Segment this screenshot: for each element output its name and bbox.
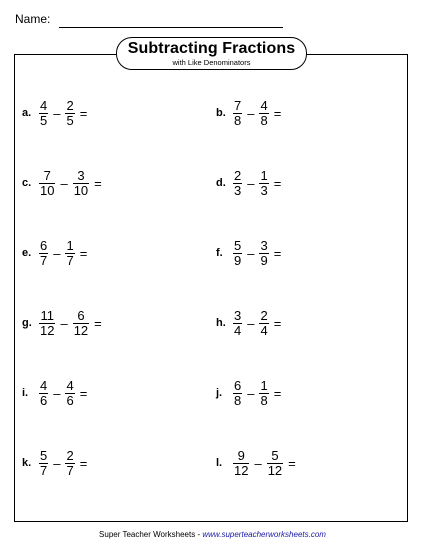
fraction-first <box>39 309 55 338</box>
numerator: 1 <box>66 237 74 253</box>
fraction-second <box>259 239 268 268</box>
equals-sign: = <box>273 105 282 121</box>
problem-l <box>216 446 299 480</box>
equals-sign: = <box>79 105 88 121</box>
problem-label: f. <box>216 247 223 259</box>
equals-sign: = <box>273 385 282 401</box>
worksheet-title: Subtracting Fractions <box>127 40 296 57</box>
minus-sign: – <box>247 245 255 261</box>
fraction-second <box>73 169 89 198</box>
denominator: 8 <box>260 392 268 408</box>
fraction-second <box>259 99 268 128</box>
fraction-first <box>39 99 48 128</box>
numerator: 2 <box>66 97 74 113</box>
title-box <box>116 37 307 70</box>
denominator: 12 <box>40 322 55 338</box>
problem-e <box>22 236 90 270</box>
minus-sign: – <box>53 245 61 261</box>
equals-sign: = <box>79 385 88 401</box>
fraction-second <box>259 309 268 338</box>
name-line <box>59 27 283 28</box>
fraction-second <box>65 449 74 478</box>
equals-sign: = <box>273 245 282 261</box>
numerator: 4 <box>40 377 48 393</box>
numerator: 11 <box>40 307 54 323</box>
numerator: 4 <box>66 377 74 393</box>
problem-d <box>216 166 284 200</box>
fraction-first <box>233 239 242 268</box>
name-row <box>15 12 285 30</box>
numerator: 5 <box>234 237 242 253</box>
fraction-second <box>267 449 283 478</box>
denominator: 4 <box>234 322 242 338</box>
equals-sign: = <box>79 245 88 261</box>
problem-a <box>22 96 90 130</box>
equals-sign: = <box>94 315 102 331</box>
equals-sign: = <box>79 455 88 471</box>
denominator: 8 <box>234 112 242 128</box>
minus-sign: – <box>247 315 255 331</box>
fraction-first <box>39 449 48 478</box>
numerator: 6 <box>234 377 242 393</box>
denominator: 10 <box>73 182 89 198</box>
minus-sign: – <box>60 175 68 191</box>
numerator: 1 <box>260 167 268 183</box>
numerator: 6 <box>40 237 48 253</box>
problem-label: b. <box>216 107 226 119</box>
problem-label: h. <box>216 317 226 329</box>
fraction-first <box>39 169 55 198</box>
numerator: 7 <box>43 167 51 183</box>
problem-g <box>22 306 105 340</box>
fraction-first <box>233 309 242 338</box>
minus-sign: – <box>247 175 255 191</box>
denominator: 12 <box>73 322 89 338</box>
footer-url[interactable]: www.superteacherworksheets.com <box>202 530 326 539</box>
numerator: 3 <box>260 237 268 253</box>
fraction-second <box>259 169 268 198</box>
denominator: 12 <box>234 462 249 478</box>
minus-sign: – <box>254 455 262 471</box>
numerator: 9 <box>237 447 245 463</box>
denominator: 6 <box>40 392 48 408</box>
numerator: 4 <box>260 97 268 113</box>
equals-sign: = <box>94 175 102 191</box>
denominator: 6 <box>66 392 74 408</box>
problem-i <box>22 376 90 410</box>
problem-label: j. <box>216 387 223 399</box>
fraction-second <box>259 379 268 408</box>
denominator: 5 <box>66 112 74 128</box>
numerator: 7 <box>234 97 242 113</box>
denominator: 4 <box>260 322 268 338</box>
equals-sign: = <box>273 315 282 331</box>
denominator: 7 <box>66 462 74 478</box>
fraction-second <box>65 99 74 128</box>
problem-c <box>22 166 105 200</box>
minus-sign: – <box>53 455 61 471</box>
footer <box>0 530 425 539</box>
numerator: 1 <box>260 377 268 393</box>
minus-sign: – <box>247 105 255 121</box>
equals-sign: = <box>273 175 282 191</box>
denominator: 12 <box>267 462 283 478</box>
fraction-first <box>39 379 48 408</box>
numerator: 4 <box>40 97 48 113</box>
problem-b <box>216 96 284 130</box>
fraction-second <box>65 379 74 408</box>
numerator: 2 <box>66 447 74 463</box>
problem-label: e. <box>22 247 32 259</box>
numerator: 3 <box>77 167 85 183</box>
denominator: 3 <box>260 182 268 198</box>
numerator: 5 <box>271 447 279 463</box>
numerator: 6 <box>77 307 85 323</box>
minus-sign: – <box>247 385 255 401</box>
footer-brand: Super Teacher Worksheets <box>99 530 196 539</box>
denominator: 3 <box>234 182 242 198</box>
fraction-first <box>233 169 242 198</box>
denominator: 7 <box>40 252 48 268</box>
denominator: 10 <box>40 182 55 198</box>
numerator: 3 <box>234 307 242 323</box>
denominator: 7 <box>66 252 74 268</box>
footer-separator: - <box>195 530 203 539</box>
numerator: 5 <box>40 447 48 463</box>
name-label: Name: <box>15 12 51 26</box>
problem-label: i. <box>22 387 29 399</box>
minus-sign: – <box>53 385 61 401</box>
denominator: 8 <box>260 112 268 128</box>
denominator: 7 <box>40 462 48 478</box>
problem-label: g. <box>22 317 32 329</box>
fraction-second <box>73 309 89 338</box>
denominator: 5 <box>40 112 48 128</box>
numerator: 2 <box>234 167 242 183</box>
minus-sign: – <box>60 315 68 331</box>
problem-label: l. <box>216 457 223 469</box>
denominator: 9 <box>234 252 242 268</box>
minus-sign: – <box>53 105 61 121</box>
numerator: 2 <box>260 307 268 323</box>
fraction-second <box>65 239 74 268</box>
denominator: 9 <box>260 252 268 268</box>
fraction-first <box>233 99 242 128</box>
worksheet-subtitle: with Like Denominators <box>172 58 251 67</box>
problem-f <box>216 236 284 270</box>
equals-sign: = <box>288 455 296 471</box>
problem-label: c. <box>22 177 32 189</box>
problem-j <box>216 376 284 410</box>
problem-label: a. <box>22 107 32 119</box>
fraction-first <box>233 379 242 408</box>
problem-k <box>22 446 90 480</box>
fraction-first <box>233 449 249 478</box>
problem-label: k. <box>22 457 32 469</box>
problem-label: d. <box>216 177 226 189</box>
problem-h <box>216 306 284 340</box>
fraction-first <box>39 239 48 268</box>
denominator: 8 <box>234 392 242 408</box>
